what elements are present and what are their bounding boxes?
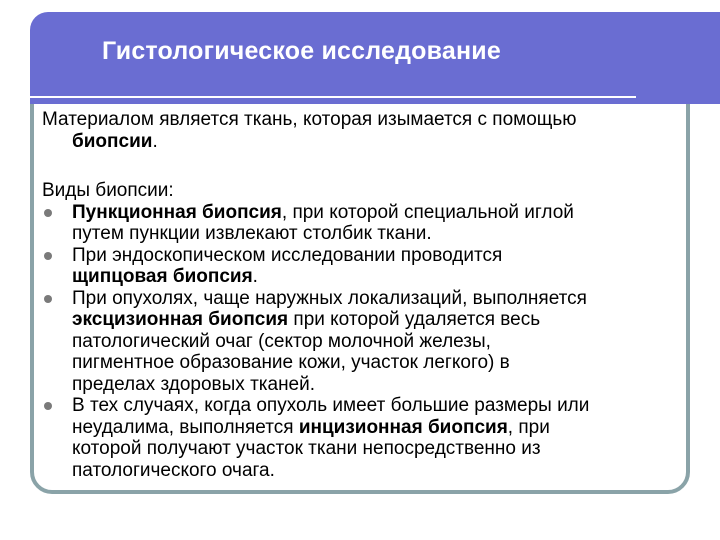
bullet-icon: [44, 295, 52, 303]
biopsy-term: щипцовая биопсия: [72, 266, 253, 287]
biopsy-term: эксцизионная биопсия: [72, 309, 289, 330]
types-heading: Виды биопсии:: [42, 180, 174, 201]
intro-paragraph: Материалом является ткань, которая изымается с помощью биопсии.: [42, 109, 577, 152]
title-bar: [30, 12, 720, 104]
bullet-icon: [44, 252, 52, 260]
intro-bold-term: биопсии: [72, 130, 153, 152]
biopsy-types-list: [42, 202, 682, 482]
slide-title: Гистологическое исследование: [102, 37, 501, 65]
list-item: В тех случаях, когда опухоль имеет большие размеры или неудалима, выполняется инцизионная биопсия, при которой получают участок ткани непосредственно из патологического очага.: [42, 395, 682, 481]
list-item: Пункционная биопсия, при которой специальной иглой путем пункции извлекают столбик ткани.: [42, 202, 682, 245]
biopsy-term: инцизионная биопсия: [298, 416, 508, 438]
bullet-icon: [44, 209, 52, 217]
intro-line1: Материалом является ткань, которая изымается с помощью: [42, 109, 577, 130]
biopsy-term: Пункционная биопсия: [72, 201, 282, 223]
list-item: При опухолях, чаще наружных локализаций, выполняется эксцизионная биопсия при которой удаляется весь патологический очаг (сектор молочной железы, пигментное образование кожи, участок легкого) в пределах здоровых тканей.: [42, 288, 682, 396]
bullet-icon: [44, 402, 52, 410]
list-item: При эндоскопическом исследовании проводится щипцовая биопсия.: [42, 245, 682, 288]
slide-content: [42, 109, 682, 481]
title-divider: [30, 96, 636, 98]
